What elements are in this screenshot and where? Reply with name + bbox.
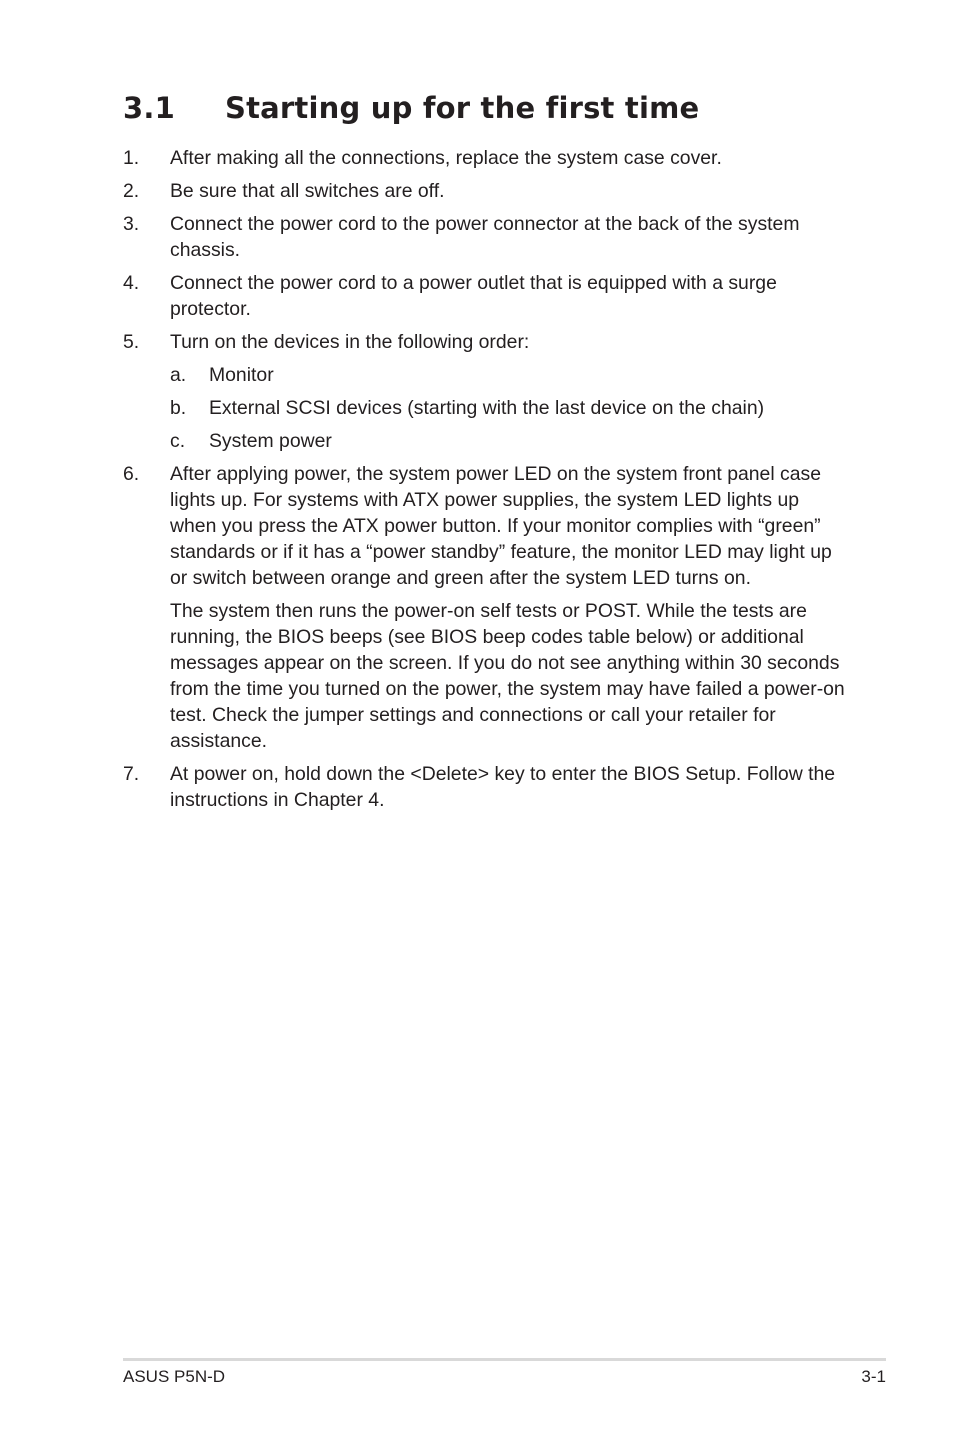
footer-product [123,1367,225,1387]
startup-steps-list [123,145,845,820]
footer-model: P5N-D [174,1367,226,1386]
step-text: After applying power, the system power LED on the system front panel case lights up. For systems with ATX power supplies, the system LED lights up when you press the ATX power button. If your monitor complies with “green” standards or if it has a “power standby” feature, the monitor LED may light up or switch between orange and green after the system LED turns on. [170,463,832,589]
step-5 [123,329,845,454]
step-marker: 7. [123,763,140,785]
step-2 [123,178,845,204]
section-title: Starting up for the first time [225,91,700,125]
substep-marker: c. [170,430,186,452]
page-number: 3-1 [861,1367,886,1386]
substep-text: Monitor [209,364,274,386]
step-marker: 4. [123,272,140,294]
substep-text: System power [209,430,332,452]
step-4 [123,270,845,322]
substep-a [170,362,845,388]
step-1 [123,145,845,171]
step-marker: 5. [123,331,140,353]
post-paragraph: The system then runs the power-on self tests or POST. While the tests are running, the BIOS beeps (see BIOS beep codes table below) or additional messages appear on the screen. If you do not see anything within 30 seconds from the time you turned on the power, the system may have failed a power-on test. Check the jumper settings and connections or call your retailer for assistance. [170,600,845,752]
substep-b [170,395,845,421]
section-number: 3.1 [123,91,175,125]
step-text: Turn on the devices in the following order: [170,331,530,353]
section-heading [123,86,699,130]
substep-marker: a. [170,364,187,386]
step-3 [123,211,845,263]
step-text: After making all the connections, replace the system case cover. [170,147,722,169]
step-text: Connect the power cord to a power outlet that is equipped with a surge protector. [170,272,777,320]
substep-marker: b. [170,397,187,419]
step-6 [123,461,845,754]
substep-text: External SCSI devices (starting with the last device on the chain) [209,397,765,419]
step-marker: 1. [123,147,140,169]
step-text: Be sure that all switches are off. [170,180,445,202]
step-7 [123,761,845,813]
step-text: Connect the power cord to the power connector at the back of the system chassis. [170,213,800,261]
footer-brand: ASUS [123,1367,170,1386]
step-marker: 3. [123,213,140,235]
step-marker: 2. [123,180,140,202]
footer-divider [123,1358,886,1361]
step-marker: 6. [123,463,140,485]
step-text: At power on, hold down the <Delete> key to enter the BIOS Setup. Follow the instructions in Chapter 4. [170,763,836,811]
substep-c [170,428,845,454]
device-order-list [170,362,845,454]
